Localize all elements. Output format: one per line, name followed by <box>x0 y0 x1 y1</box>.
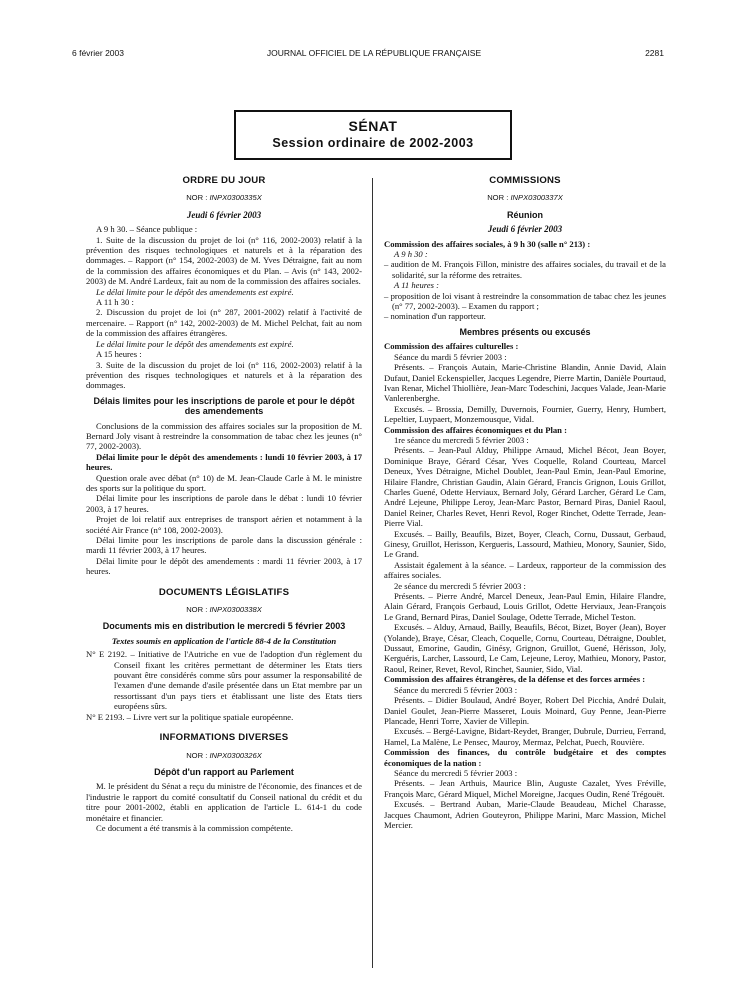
nor-code: INPX0300338X <box>209 605 262 615</box>
time-label: A 11 h 30 : <box>96 297 134 308</box>
documents-subtitle: Documents mis en distribution le mercredi 5 février 2003 <box>102 621 346 632</box>
right-column <box>384 176 666 830</box>
nor-label: NOR : <box>186 605 208 615</box>
reunion-title: Réunion <box>507 209 543 220</box>
session-date: Jeudi 6 février 2003 <box>186 209 262 220</box>
amendment-note: Le délai limite pour le dépôt des amendements est expiré. <box>96 338 294 349</box>
presents-list: Présents. – Jean Arthuis, Maurice Blin, Auguste Cazalet, Yves Fréville, François Marc, Gérard Miquel, Michel Moreigne, Jacques Oudin, René Trégouët. <box>384 778 666 799</box>
commission-heading: Commission des affaires sociales, à 9 h 30 (salle n° 213) : <box>384 238 591 249</box>
agenda-item-3: 3. Suite de la discussion du projet de loi (n° 116, 2002-2003) relatif à la prévention des risques technologiques et naturels et à la réparation des dommages. <box>86 359 362 391</box>
info-paragraph: Ce document a été transmis à la commission compétente. <box>96 822 293 833</box>
excuses-list: Excusés. – Bailly, Beaufils, Bizet, Boyer, Cleach, Cornu, Dussaut, Gerbaud, Ginesy, Gruillot, Herisson, Kergueris, Lassourd, Mathieu, Monory, Saunier, Sido, Le Grand. <box>384 528 666 560</box>
nor-line <box>86 193 362 203</box>
senat-banner <box>234 110 512 160</box>
membres-title: Membres présents ou excusés <box>459 326 591 337</box>
agenda-dash-item: – proposition de loi visant à restreindre la consommation de tabac chez les jeunes (n° 77, 2002-2003). – Examen du rapport ; <box>384 290 666 312</box>
agenda-item-1: 1. Suite de la discussion du projet de loi (n° 116, 2002-2003) relatif à la prévention des risques technologiques et naturels et à la réparation des dommages. – Rapport (n° 154, 2002-2003) de M. Yves Détraigne, fait au nom de la commission des affaires économiques et du Plan. – Avis (n° 143, 2002-2003) de M. André Lardeux, fait au nom de la commission des affaires sociales. <box>86 234 362 287</box>
time-label: A 11 heures : <box>394 280 439 291</box>
ordre-du-jour-title: ORDRE DU JOUR <box>182 175 266 186</box>
excuses-list: Excusés. – Bergé-Lavigne, Bidart-Reydet, Branger, Dubrule, Durrieu, Ferrand, Hamel, La Malène, Le Pensec, Mauroy, Mermaz, Pelchat, Puech, Rouvière. <box>384 726 666 747</box>
presents-list: Présents. – Pierre André, Marcel Deneux, Jean-Paul Emin, Hilaire Flandre, Alain Gérard, François Gerbaud, Louis Grillot, Odette Herviaux, Jean-François Le Grand, Bernard Piras, Daniel Soulage, Odette Terrade, Michel Teston. <box>384 591 666 622</box>
page-number: 2281 <box>645 48 664 58</box>
excuses-list: Excusés. – Brossia, Demilly, Duvernois, Fournier, Guerry, Henry, Humbert, Lepeltier, Luypaert, Monzemousque, Vidal. <box>384 403 666 425</box>
journal-title: JOURNAL OFFICIEL DE LA RÉPUBLIQUE FRANÇAISE <box>266 48 482 58</box>
delais-paragraph: Délai limite pour les inscriptions de parole dans le débat : lundi 10 février 2003, à 17 heures. <box>86 493 362 514</box>
assistait-note: Assistait également à la séance. – Lardeux, rapporteur de la commission des affaires sociales. <box>384 559 666 581</box>
commission-heading: Commission des affaires culturelles : <box>384 341 519 352</box>
presents-list: Présents. – François Autain, Marie-Christine Blandin, Annie David, Alain Dufaut, Daniel Eckenspieller, Jacques Legendre, Pierre Martin, Danièle Pourtaud, Ivan Renar, Michel Thiollière, Jean-Marc Todeschini, Jacques Valade, Jean-Marie Vanlerenberghe. <box>384 362 666 404</box>
delais-paragraph: Projet de loi relatif aux entreprises de transport aérien et notamment à la société Air France (n° 108, 2002-2003). <box>86 514 362 535</box>
time-label: A 15 heures : <box>96 349 142 360</box>
banner-session: Session ordinaire de 2002-2003 <box>272 136 474 150</box>
informations-subtitle: Dépôt d'un rapport au Parlement <box>154 766 294 777</box>
nor-line <box>384 193 666 203</box>
nor-label: NOR : <box>487 193 509 203</box>
nor-label: NOR : <box>186 193 208 203</box>
left-column <box>86 176 362 833</box>
commission-heading: Commission des finances, du contrôle budgétaire et des comptes économiques de la nation : <box>384 747 666 768</box>
agenda-dash-item: – audition de M. François Fillon, ministre des affaires sociales, du travail et de la solidarité, sur la réforme des retraites. <box>384 259 666 280</box>
delais-paragraph: Délai limite pour les inscriptions de parole dans la discussion générale : mardi 11 février 2003, à 17 heures. <box>86 535 362 556</box>
textes-heading: Textes soumis en application de l'article 88-4 de la Constitution <box>111 635 337 646</box>
informations-title: INFORMATIONS DIVERSES <box>159 732 289 744</box>
excuses-list: Excusés. – Bertrand Auban, Marie-Claude Beaudeau, Michel Charasse, Jacques Chaumont, Adrien Gouteyron, Philippe Marini, Marc Massion, Michel Mercier. <box>384 799 666 830</box>
excuses-list: Excusés. – Alduy, Arnaud, Bailly, Beaufils, Bécot, Bizet, Boyer (Jean), Boyer (Yolande), Braye, César, Cleach, Coquelle, Cornu, Courteau, Détraigne, Doublet, Dussaut, Emorine, Gaudin, Ginésy, Grignon, Gruillot, Guené, Hérisson, Joly, Kerguéris, Larcher, Lassourd, Le Cam, Lejeune, Leroy, Mathieu, Monory, Pastor, Raoul, Reiner, Revet, Revol, Rinchet, Saunier, Sido, Vial. <box>384 622 666 674</box>
time-label: A 9 h 30 : <box>394 249 428 260</box>
seance-date: 2e séance du mercredi 5 février 2003 : <box>394 580 526 591</box>
delais-paragraph: Délai limite pour le dépôt des amendements : lundi 10 février 2003, à 17 heures. <box>86 451 362 473</box>
seance-date: Séance du mercredi 5 février 2003 : <box>394 684 518 695</box>
header-date: 6 février 2003 <box>72 48 124 58</box>
nor-label: NOR : <box>186 750 208 760</box>
agenda-item-2: 2. Discussion du projet de loi (n° 287, 2001-2002) relatif à l'activité de mercenaire. – Rapport (n° 142, 2002-2003) de M. Michel Pelchat, fait au nom de la commission des affaires étrangères. <box>86 307 362 339</box>
banner-senat: SÉNAT <box>348 118 398 134</box>
nor-code: INPX0300337X <box>510 193 563 203</box>
documents-title: DOCUMENTS LÉGISLATIFS <box>158 586 290 598</box>
seance-date: 1re séance du mercredi 5 février 2003 : <box>394 434 529 445</box>
nor-line <box>86 605 362 615</box>
nor-code: INPX0300335X <box>209 193 262 203</box>
column-divider <box>372 178 373 968</box>
document-item: N° E 2192. – Initiative de l'Autriche en vue de l'adoption d'un règlement du Conseil fixant les critères permettant de déterminer les Etats tiers pouvant être considérés comme sûrs pour assumer la responsabilité de l'examen d'une demande d'asile présentée dans un Etat membre par un ressortissant d'un pays tiers et établissant une liste des Etats tiers européens sûrs. <box>86 649 362 712</box>
delais-paragraph: Conclusions de la commission des affaires sociales sur la proposition de M. Bernard Joly visant à restreindre la consommation de tabac chez les jeunes (n° 77, 2002-2003). <box>86 420 362 452</box>
info-paragraph: M. le président du Sénat a reçu du ministre de l'économie, des finances et de l'industrie le rapport du comité consultatif du Conseil national du crédit et du titre pour 2001-2002, établi en application de l'article L. 614-1 du code monétaire et financier. <box>86 781 362 823</box>
time-label: A 9 h 30. – Séance publique : <box>96 224 198 235</box>
agenda-dash-item: – nomination d'un rapporteur. <box>384 311 486 322</box>
presents-list: Présents. – Jean-Paul Alduy, Philippe Arnaud, Michel Bécot, Jean Boyer, Dominique Braye, Gérard César, Yves Coquelle, Roland Courteau, Marcel Deneux, Yves Détraigne, Michel Doublet, Jean-Paul Emin, Jean-Paul Emorine, Hilaire Flandre, Christian Gaudin, Alain Gérard, Francis Grignon, Louis Grillot, Charles Guené, Odette Herviaux, Bernard Joly, Gérard Larcher, Gérard Le Cam, André Lejeune, Philippe Leroy, Jean-Marc Pastor, Bernard Piras, Daniel Raoul, Daniel Reiner, Charles Revet, Henri Revol, Roger Rinchet, Odette Terrade, Jean-Pierre Vial. <box>384 445 666 529</box>
nor-line <box>86 751 362 761</box>
document-item: N° E 2193. – Livre vert sur la politique spatiale européenne. <box>86 711 294 722</box>
presents-list: Présents. – Didier Boulaud, André Boyer, Robert Del Picchia, André Dulait, Daniel Goulet, Jean-Pierre Masseret, Louis Moinard, Guy Penne, Jean-Pierre Plancade, Henri Torre, Xavier de Villepin. <box>384 695 666 726</box>
amendment-note: Le délai limite pour le dépôt des amendements est expiré. <box>96 286 294 297</box>
delais-paragraph: Question orale avec débat (n° 10) de M. Jean-Claude Carle à M. le ministre des sports sur la politique du sport. <box>86 472 362 493</box>
commission-heading: Commission des affaires économiques et du Plan : <box>384 424 567 435</box>
commission-heading: Commission des affaires étrangères, de la défense et des forces armées : <box>384 674 646 685</box>
delais-paragraph: Délai limite pour le dépôt des amendements : mardi 11 février 2003, à 17 heures. <box>86 555 362 577</box>
commissions-title: COMMISSIONS <box>489 175 561 186</box>
nor-code: INPX0300326X <box>209 750 262 760</box>
seance-date: Séance du mercredi 5 février 2003 : <box>394 767 518 778</box>
reunion-date: Jeudi 6 février 2003 <box>487 224 563 235</box>
delais-title: Délais limites pour les inscriptions de parole et pour le dépôt des amendements <box>93 395 355 417</box>
seance-date: Séance du mardi 5 février 2003 : <box>394 351 507 362</box>
